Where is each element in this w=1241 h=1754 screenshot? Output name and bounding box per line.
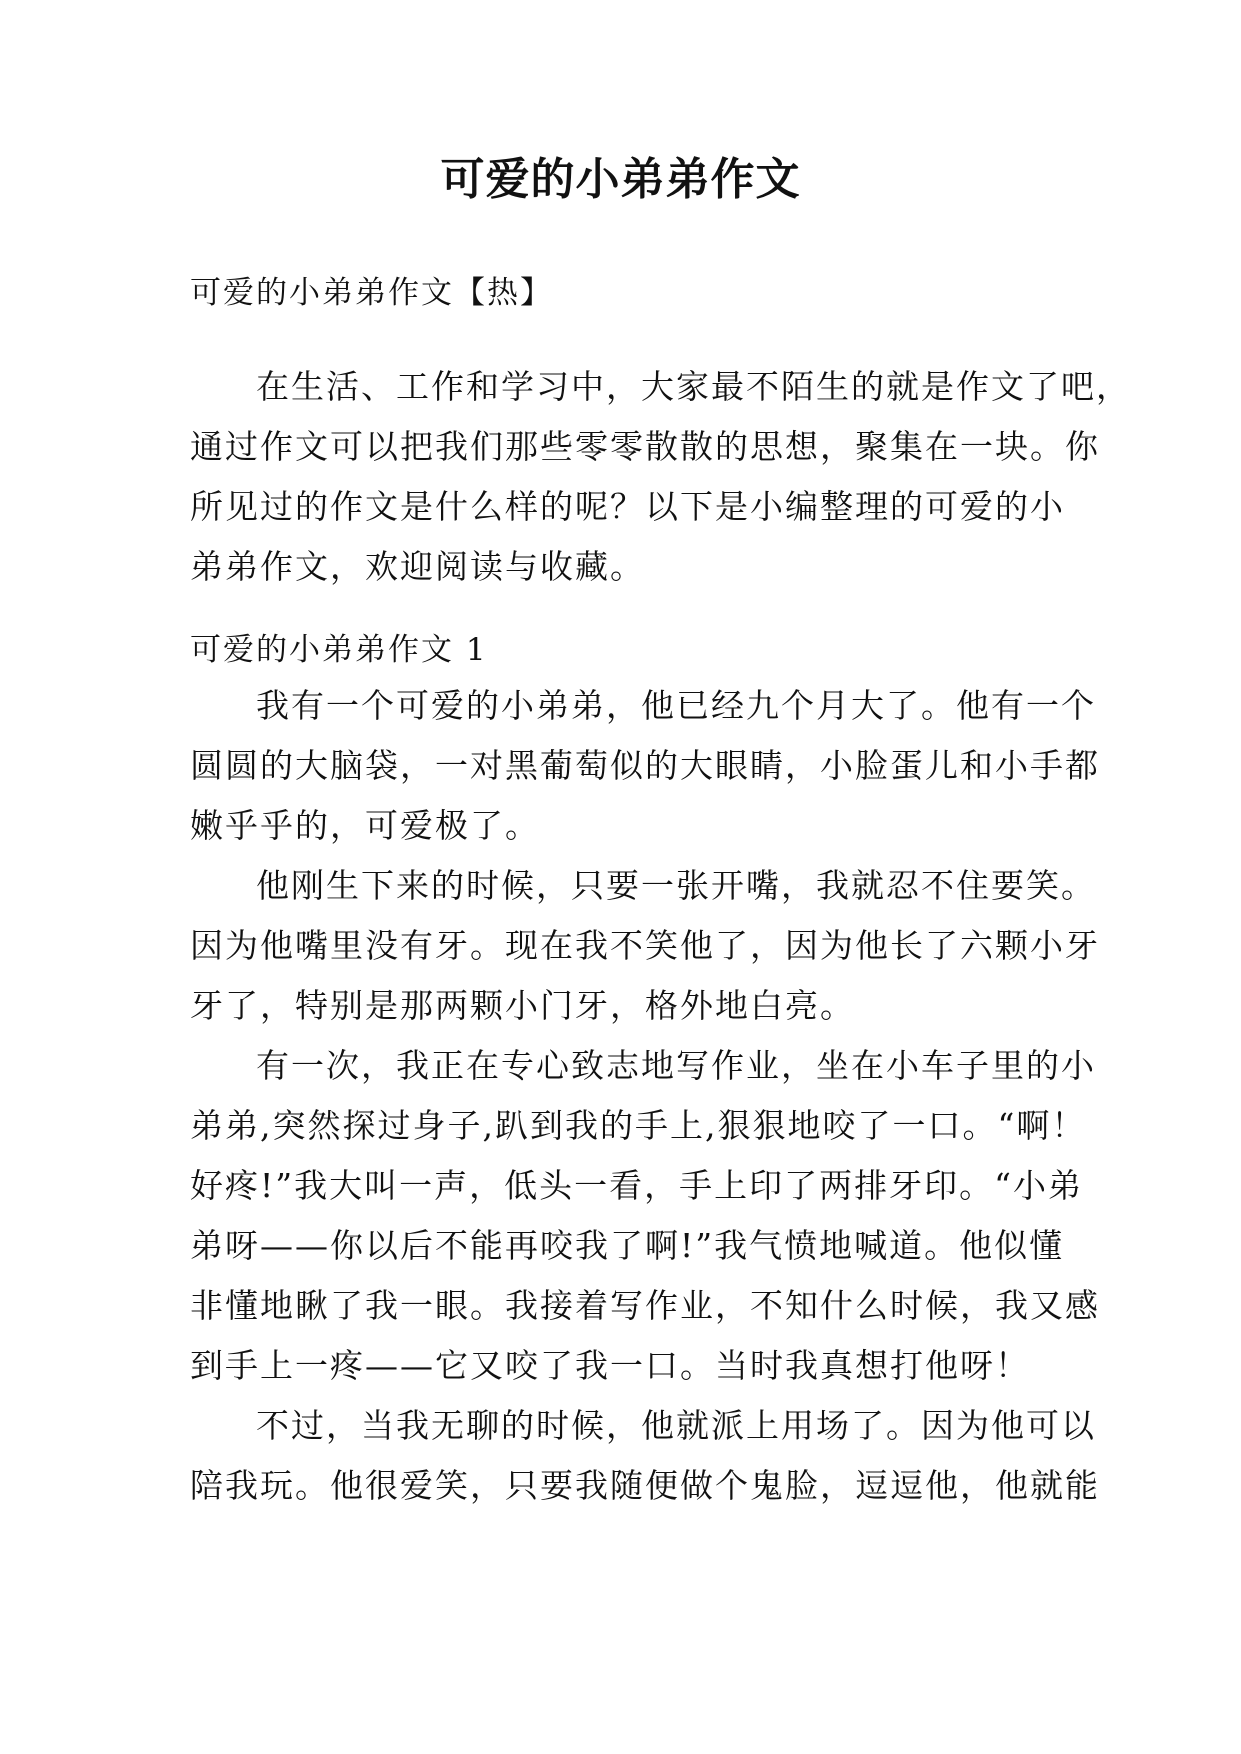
document-subtitle-block [190,263,1090,323]
paragraph-line: 他刚生下来的时候，只要一张开嘴，我就忍不住要笑。 [256,866,1096,905]
essay-paragraph-4 [190,1396,1100,1516]
paragraph-line: 我有一个可爱的小弟弟，他已经九个月大了。他有一个 [256,686,1096,725]
paragraph-line: 非懂地瞅了我一眼。我接着写作业，不知什么时候，我又感 [190,1286,1100,1325]
paragraph-line: 弟弟作文，欢迎阅读与收藏。 [190,547,645,586]
essay-heading-block [190,620,1090,680]
paragraph-line: 不过，当我无聊的时候，他就派上用场了。因为他可以 [256,1406,1096,1445]
intro-paragraph [190,357,1131,597]
paragraph-line: 陪我玩。他很爱笑，只要我随便做个鬼脸，逗逗他，他就能 [190,1466,1100,1505]
paragraph-line: 圆圆的大脑袋，一对黑葡萄似的大眼睛，小脸蛋儿和小手都 [190,746,1100,785]
document-subtitle: 可爱的小弟弟作文【热】 [190,275,553,311]
essay-paragraph-1 [190,676,1100,856]
paragraph-line: 在生活、工作和学习中，大家最不陌生的就是作文了吧， [256,367,1131,406]
essay-paragraph-2 [190,856,1100,1036]
paragraph-line: 弟弟,突然探过身子,趴到我的手上,狠狠地咬了一口。“啊！ [190,1106,1087,1145]
essay-paragraph-3 [190,1036,1100,1396]
paragraph-line: 嫩乎乎的，可爱极了。 [190,806,540,845]
paragraph-line: 弟呀——你以后不能再咬我了啊!”我气愤地喊道。他似懂 [190,1226,1065,1265]
paragraph-line: 到手上一疼——它又咬了我一口。当时我真想打他呀！ [190,1346,1030,1385]
paragraph-line: 通过作文可以把我们那些零零散散的思想，聚集在一块。你 [190,427,1100,466]
paragraph-line: 牙了，特别是那两颗小门牙，格外地白亮。 [190,986,855,1025]
document-title: 可爱的小弟弟作文 [440,154,801,205]
essay-body [190,676,1100,1516]
paragraph-line: 有一次，我正在专心致志地写作业，坐在小车子里的小 [256,1046,1096,1085]
paragraph-line: 所见过的作文是什么样的呢？以下是小编整理的可爱的小 [190,487,1065,526]
essay-heading: 可爱的小弟弟作文 1 [190,632,488,668]
paragraph-line: 因为他嘴里没有牙。现在我不笑他了，因为他长了六颗小牙 [190,926,1100,965]
paragraph-line: 好疼!”我大叫一声，低头一看，手上印了两排牙印。“小弟 [190,1166,1084,1205]
